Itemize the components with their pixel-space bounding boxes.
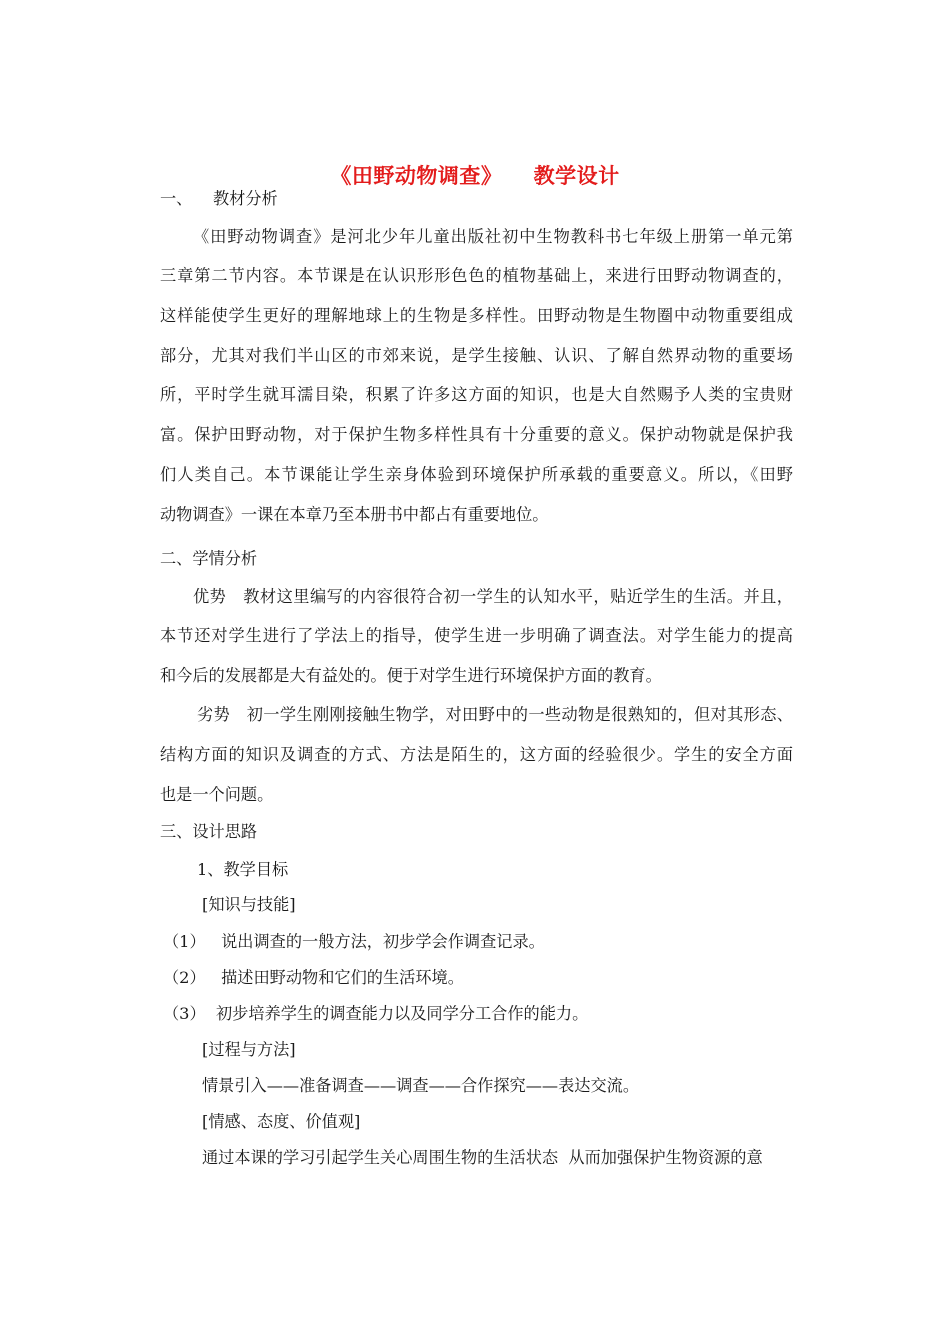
knowledge-item: （2） 描述田野动物和它们的生活环境。: [163, 968, 464, 987]
paragraph-line: 所，平时学生就耳濡目染，积累了许多这方面的知识，也是大自然赐予人类的宝贵财: [160, 385, 793, 404]
paragraph-line: 《田野动物调查》是河北少年儿童出版社初中生物教科书七年级上册第一单元第: [193, 227, 793, 246]
advantage-line: 优势 教材这里编写的内容很符合初一学生的认知水平，贴近学生的生活。并且，: [193, 587, 793, 606]
disadvantage-line: 劣势 初一学生刚刚接触生物学，对田野中的一些动物是很熟知的，但对其形态、: [197, 705, 793, 724]
subheading-process-method: [过程与方法]: [202, 1040, 296, 1059]
document-title: 《田野动物调查》 教学设计: [330, 164, 620, 188]
section-heading-learner-analysis: 二、学情分析: [160, 549, 258, 568]
subheading-knowledge-skills: [知识与技能]: [202, 895, 296, 914]
disadvantage-line: 结构方面的知识及调查的方式、方法是陌生的，这方面的经验很少。学生的安全方面: [160, 745, 793, 764]
paragraph-line: 三章第二节内容。本节课是在认识形形色色的植物基础上，来进行田野动物调查的，: [160, 266, 793, 285]
advantage-line: 和今后的发展都是大有益处的。便于对学生进行环境保护方面的教育。: [160, 666, 662, 685]
process-text: 情景引入——准备调查——调查——合作探究——表达交流。: [202, 1076, 640, 1095]
paragraph-line: 部分，尤其对我们半山区的市郊来说，是学生接触、认识、了解自然界动物的重要场: [160, 346, 793, 365]
paragraph-line: 这样能使学生更好的理解地球上的生物是多样性。田野动物是生物圈中动物重要组成: [160, 306, 793, 325]
subheading-teaching-goals: 1、教学目标: [197, 860, 289, 879]
subheading-emotion-attitude-values: [情感、态度、价值观]: [202, 1112, 361, 1131]
knowledge-item: （3） 初步培养学生的调查能力以及同学分工合作的能力。: [163, 1004, 589, 1023]
emotion-text: 通过本课的学习引起学生关心周围生物的生活状态 从而加强保护生物资源的意: [202, 1148, 763, 1167]
section-heading-textbook-analysis: 一、 教材分析: [160, 189, 278, 208]
paragraph-line: 富。保护田野动物，对于保护生物多样性具有十分重要的意义。保护动物就是保护我: [160, 425, 793, 444]
paragraph-line: 们人类自己。本节课能让学生亲身体验到环境保护所承载的重要意义。所以，《田野: [160, 465, 793, 484]
disadvantage-line: 也是一个问题。: [160, 785, 274, 804]
knowledge-item: （1） 说出调查的一般方法，初步学会作调查记录。: [163, 932, 545, 951]
advantage-line: 本节还对学生进行了学法上的指导，使学生进一步明确了调查法。对学生能力的提高: [160, 626, 793, 645]
paragraph-line: 动物调查》一课在本章乃至本册书中都占有重要地位。: [160, 505, 549, 524]
section-heading-design-idea: 三、设计思路: [160, 822, 258, 841]
